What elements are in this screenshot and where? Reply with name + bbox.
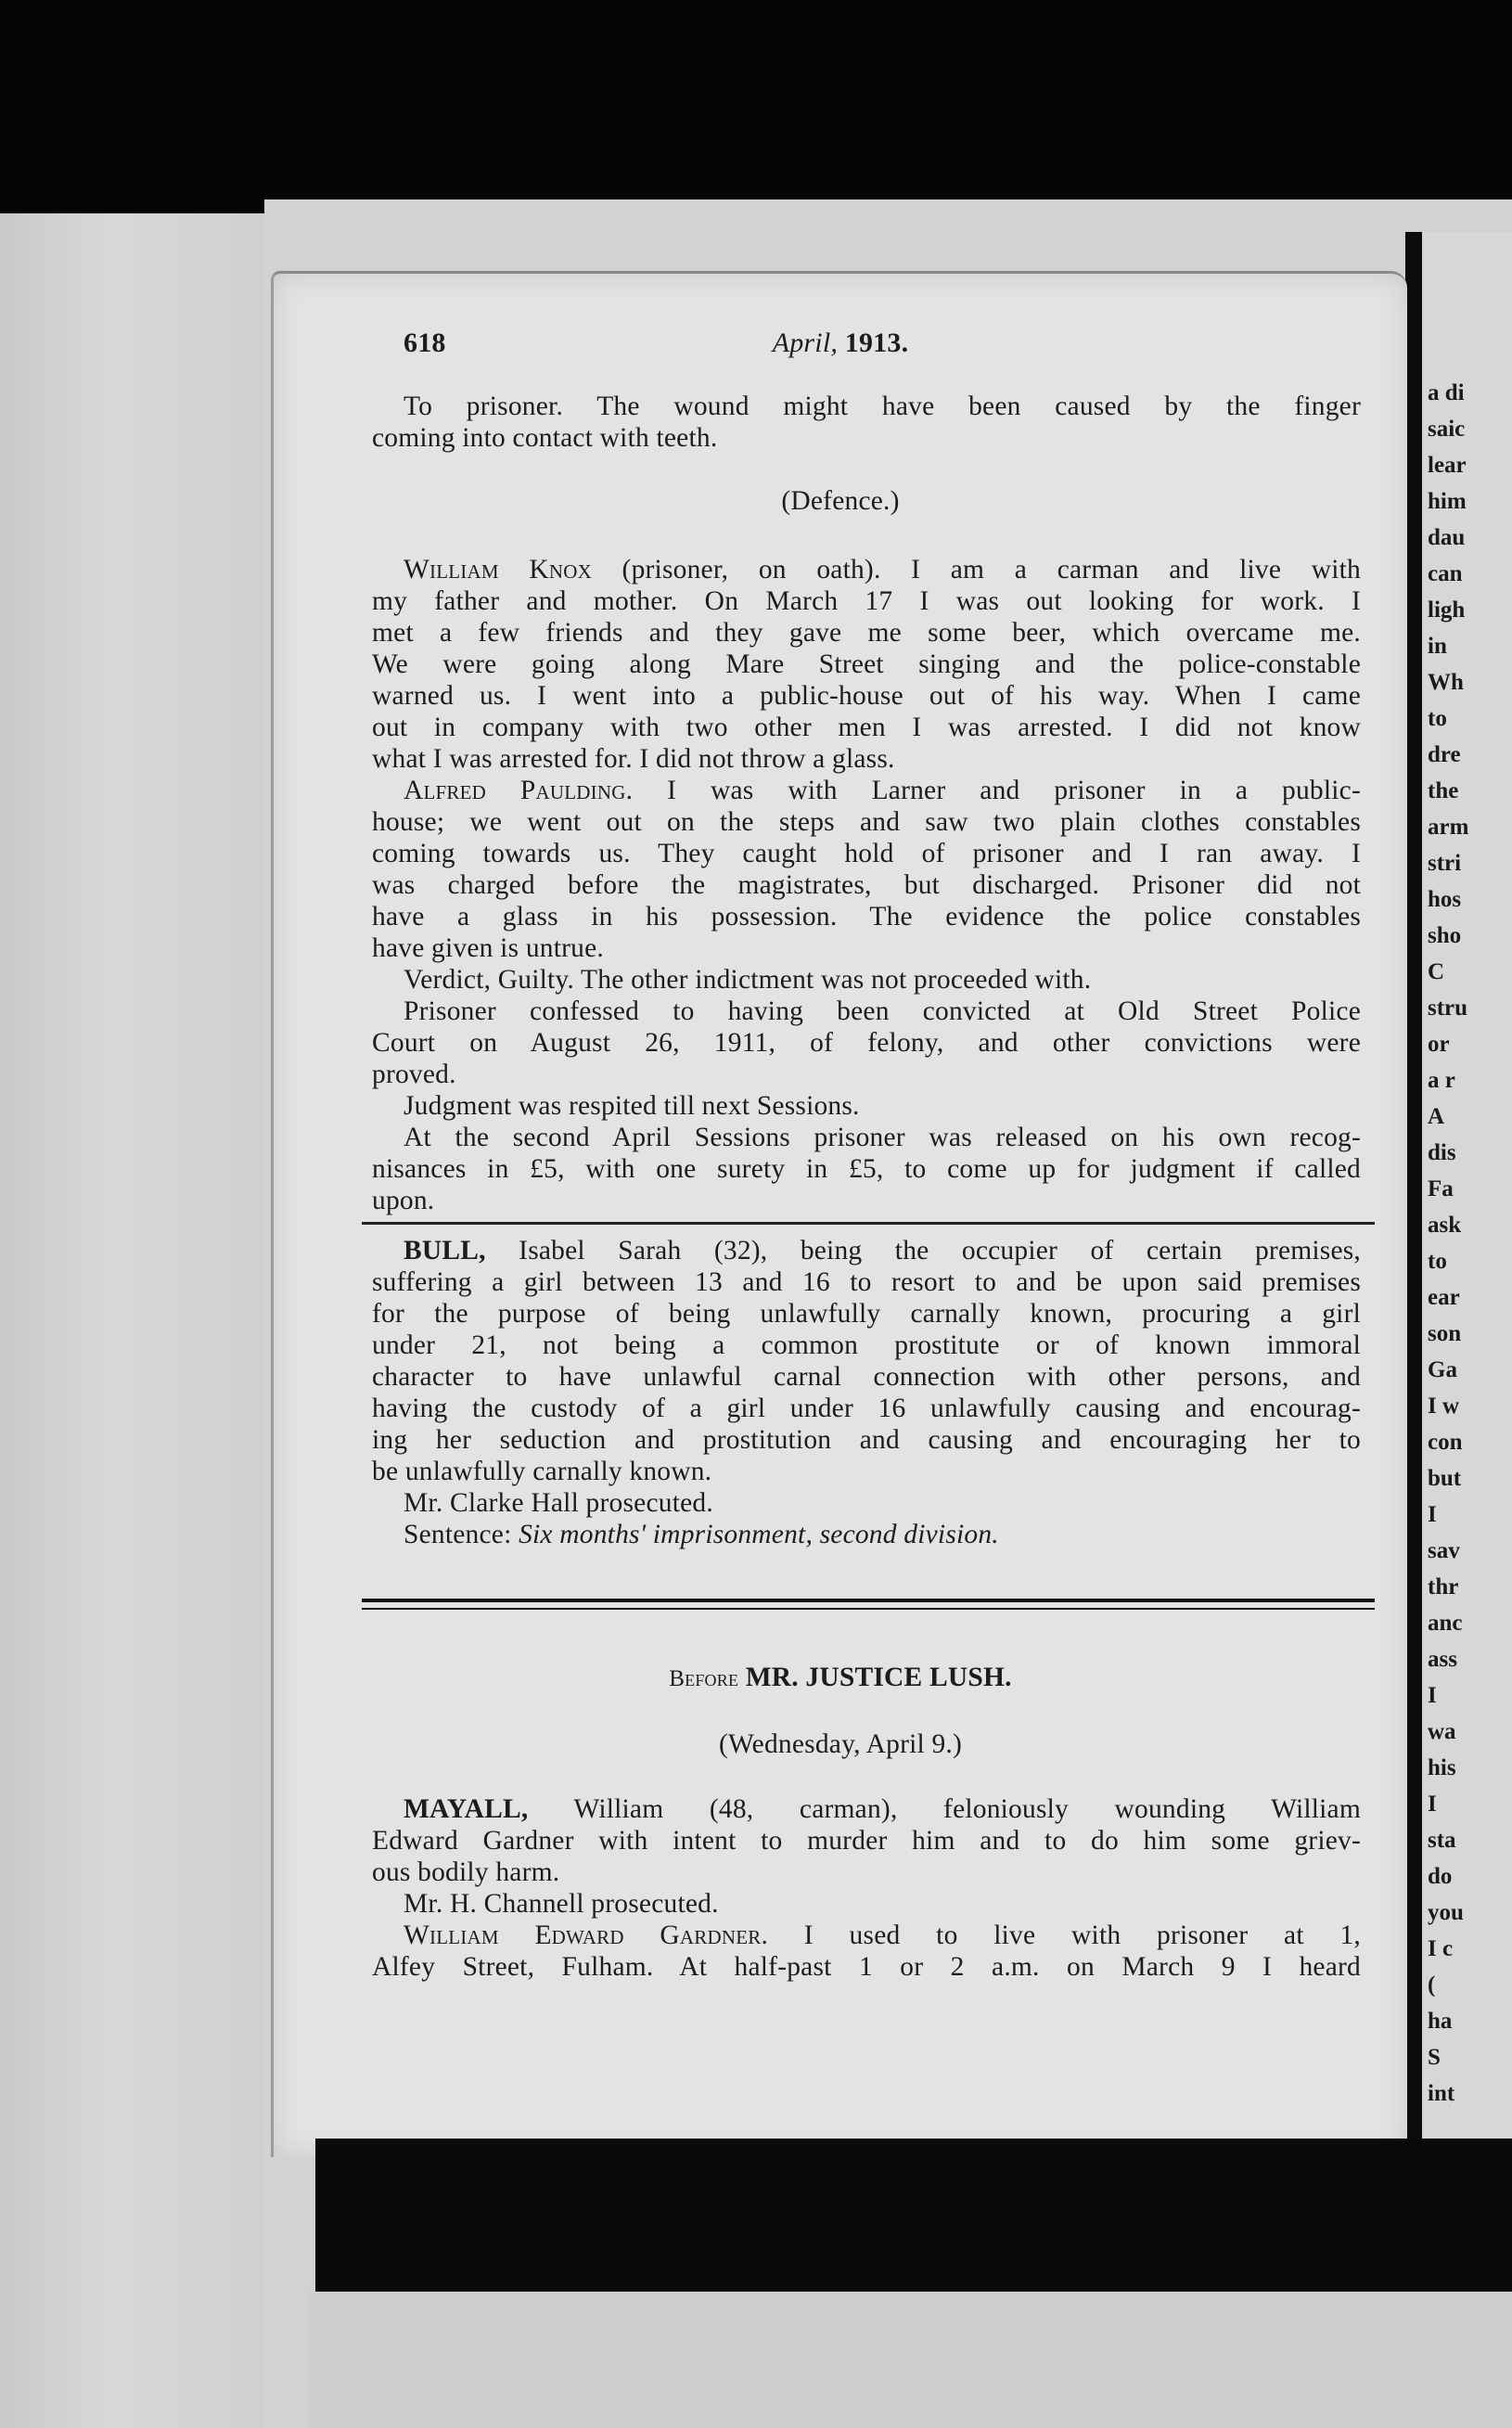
facing-page-text-fragment: Ga: [1428, 1357, 1457, 1382]
facing-page-text-fragment: to: [1428, 1249, 1447, 1274]
case-divider: [362, 1222, 1375, 1225]
facing-page-text-fragment: thr: [1428, 1574, 1459, 1599]
text-line: We were going along Mare Street singing and the police-constable: [372, 649, 1361, 679]
facing-page-text-fragment: dre: [1428, 742, 1461, 767]
testimony-paulding: Alfred Paulding. I was with Larner and prisoner in a public-: [404, 776, 1361, 805]
facing-page-text-fragment: ass: [1428, 1647, 1457, 1672]
running-title-month: April,: [772, 328, 839, 358]
facing-page-text-fragment: stru: [1428, 996, 1468, 1021]
facing-page-text-fragment: Wh: [1428, 670, 1464, 695]
facing-page-text-fragment: anc: [1428, 1611, 1463, 1636]
facing-page-text-fragment: or: [1428, 1032, 1450, 1057]
facing-page-text-fragment: his: [1428, 1755, 1456, 1780]
text-line: be unlawfully carnally known.: [372, 1457, 712, 1486]
scan-bottom-border: [315, 2139, 1512, 2306]
text-line: suffering a girl between 13 and 16 to resort to and be upon said premises: [372, 1267, 1361, 1297]
scan-left-margin: [0, 213, 278, 2428]
page-number: 618: [404, 328, 446, 358]
facing-page-edge: [1405, 232, 1512, 2143]
witness-name: Alfred Paulding.: [404, 776, 634, 805]
text-line: character to have unlawful carnal connection with other persons, and: [372, 1362, 1361, 1392]
judgment-line: Judgment was respited till next Sessions.: [404, 1091, 860, 1121]
facing-page-text-fragment: wa: [1428, 1719, 1456, 1744]
facing-page-text-fragment: stri: [1428, 851, 1462, 876]
text-line: nisances in £5, with one surety in £5, to come up for judgment if called: [372, 1154, 1361, 1184]
section-double-rule-bottom: [362, 1608, 1375, 1610]
text-line: for the purpose of being unlawfully carnally known, procuring a girl: [372, 1299, 1361, 1329]
witness-name: William Edward Gardner.: [404, 1921, 769, 1950]
facing-page-text-fragment: con: [1428, 1430, 1463, 1455]
facing-page-text-fragment: arm: [1428, 815, 1469, 840]
facing-page-text-fragment: ligh: [1428, 597, 1466, 623]
facing-page-text-fragment: son: [1428, 1321, 1462, 1346]
case-mayall-heading: MAYALL, William (48, carman), feloniously wounding William: [404, 1794, 1361, 1824]
facing-page-text-fragment: I c: [1428, 1936, 1454, 1961]
text-line: met a few friends and they gave me some beer, which overcame me.: [372, 618, 1361, 648]
facing-page-text-fragment: him: [1428, 489, 1467, 514]
text-line: what I was arrested for. I did not throw a glass.: [372, 744, 895, 774]
testimony-knox: William Knox (prisoner, on oath). I am a carman and live with: [404, 555, 1361, 585]
text-line: ous bodily harm.: [372, 1857, 560, 1887]
facing-page-text-fragment: int: [1428, 2081, 1455, 2106]
facing-page-text-fragment: the: [1428, 778, 1459, 803]
section-heading-defence: (Defence.): [781, 486, 900, 516]
facing-page-text-fragment: to: [1428, 706, 1447, 731]
facing-page-text-fragment: I: [1428, 1792, 1437, 1817]
text-line: ing her seduction and prostitution and causing and encouraging her to: [372, 1425, 1361, 1455]
running-title: [274, 328, 1407, 359]
text-line: out in company with two other men I was arrested. I did not know: [372, 713, 1361, 742]
text-line: was charged before the magistrates, but discharged. Prisoner did not: [372, 870, 1361, 900]
facing-page-text-fragment: dau: [1428, 525, 1466, 550]
text-line: proved.: [372, 1060, 456, 1089]
facing-page-text-fragment: can: [1428, 561, 1463, 586]
facing-page-text-fragment: do: [1428, 1864, 1453, 1889]
running-title-year: 1913.: [844, 328, 909, 358]
facing-page-text-fragment: ask: [1428, 1213, 1462, 1238]
text-line: warned us. I went into a public-house out of his way. When I came: [372, 681, 1361, 711]
facing-page-text-fragment: I: [1428, 1683, 1437, 1708]
facing-page-text-fragment: I w: [1428, 1394, 1460, 1419]
case-bull-heading: BULL, Isabel Sarah (32), being the occupier of certain premises,: [404, 1236, 1362, 1265]
facing-page-text-fragment: a di: [1428, 380, 1465, 405]
facing-page-text-fragment: sta: [1428, 1828, 1456, 1853]
facing-page-text-fragment: a r: [1428, 1068, 1455, 1093]
text-line: have a glass in his possession. The evidence the police constables: [372, 902, 1361, 931]
text-line: Prisoner confessed to having been convicted at Old Street Police: [404, 996, 1361, 1026]
facing-page-text-fragment: in: [1428, 634, 1447, 659]
text-line: coming into contact with teeth.: [372, 423, 718, 453]
text-line: Court on August 26, 1911, of felony, and other convictions were: [372, 1028, 1361, 1058]
facing-page-text-fragment: ear: [1428, 1285, 1460, 1310]
facing-page-text-fragment: ha: [1428, 2009, 1453, 2034]
text-line: upon.: [372, 1186, 435, 1215]
facing-page-text-fragment: sav: [1428, 1538, 1460, 1563]
facing-page-text-fragment: I: [1428, 1502, 1437, 1527]
scan-top-border: [0, 0, 1512, 223]
facing-page-text-fragment: sho: [1428, 923, 1462, 948]
text-line: having the custody of a girl under 16 unlawfully causing and encourag-: [372, 1394, 1361, 1423]
facing-page-text-fragment: hos: [1428, 887, 1462, 912]
section-double-rule-top: [362, 1599, 1375, 1602]
text-line: To prisoner. The wound might have been caused by the finger: [404, 392, 1361, 421]
facing-page-text-fragment: saic: [1428, 417, 1466, 442]
facing-page-text-fragment: (: [1428, 1972, 1436, 1998]
book-page: [271, 271, 1407, 2157]
defendant-name: MAYALL,: [404, 1794, 529, 1824]
text-line: under 21, not being a common prostitute or of known immoral: [372, 1330, 1361, 1360]
defendant-name: BULL,: [404, 1236, 486, 1265]
text-line: At the second April Sessions prisoner was released on his own recog-: [404, 1123, 1361, 1152]
text-line: coming towards us. They caught hold of prisoner and I ran away. I: [372, 839, 1361, 868]
testimony-gardner: William Edward Gardner. I used to live with prisoner at 1,: [404, 1921, 1361, 1950]
scan-bottom-paper: [306, 2292, 1512, 2428]
prosecutor-line: Mr. Clarke Hall prosecuted.: [404, 1488, 713, 1518]
text-line: house; we went out on the steps and saw two plain clothes constables: [372, 807, 1361, 837]
sentence-line: Sentence: Six months' imprisonment, second division.: [404, 1520, 999, 1549]
session-date: (Wednesday, April 9.): [718, 1729, 963, 1759]
facing-page-text-fragment: S: [1428, 2045, 1441, 2070]
judge-heading: Before MR. JUSTICE LUSH.: [669, 1663, 1012, 1692]
witness-name: William Knox: [404, 555, 592, 585]
prosecutor-line: Mr. H. Channell prosecuted.: [404, 1889, 719, 1919]
text-line: my father and mother. On March 17 I was out looking for work. I: [372, 586, 1361, 616]
facing-page-text-fragment: but: [1428, 1466, 1462, 1491]
facing-page-text-fragment: C: [1428, 959, 1445, 984]
text-line: Edward Gardner with intent to murder him and to do him some griev-: [372, 1826, 1361, 1856]
facing-page-text-fragment: Fa: [1428, 1176, 1454, 1201]
facing-page-text-fragment: dis: [1428, 1140, 1456, 1165]
facing-page-text-fragment: lear: [1428, 453, 1467, 478]
text-line: Alfey Street, Fulham. At half-past 1 or 2 a.m. on March 9 I heard: [372, 1952, 1361, 1982]
verdict-line: Verdict, Guilty. The other indictment was not proceeded with.: [404, 965, 1092, 995]
facing-page-text-fragment: you: [1428, 1900, 1464, 1925]
text-line: have given is untrue.: [372, 933, 604, 963]
facing-page-text-fragment: A: [1428, 1104, 1445, 1129]
